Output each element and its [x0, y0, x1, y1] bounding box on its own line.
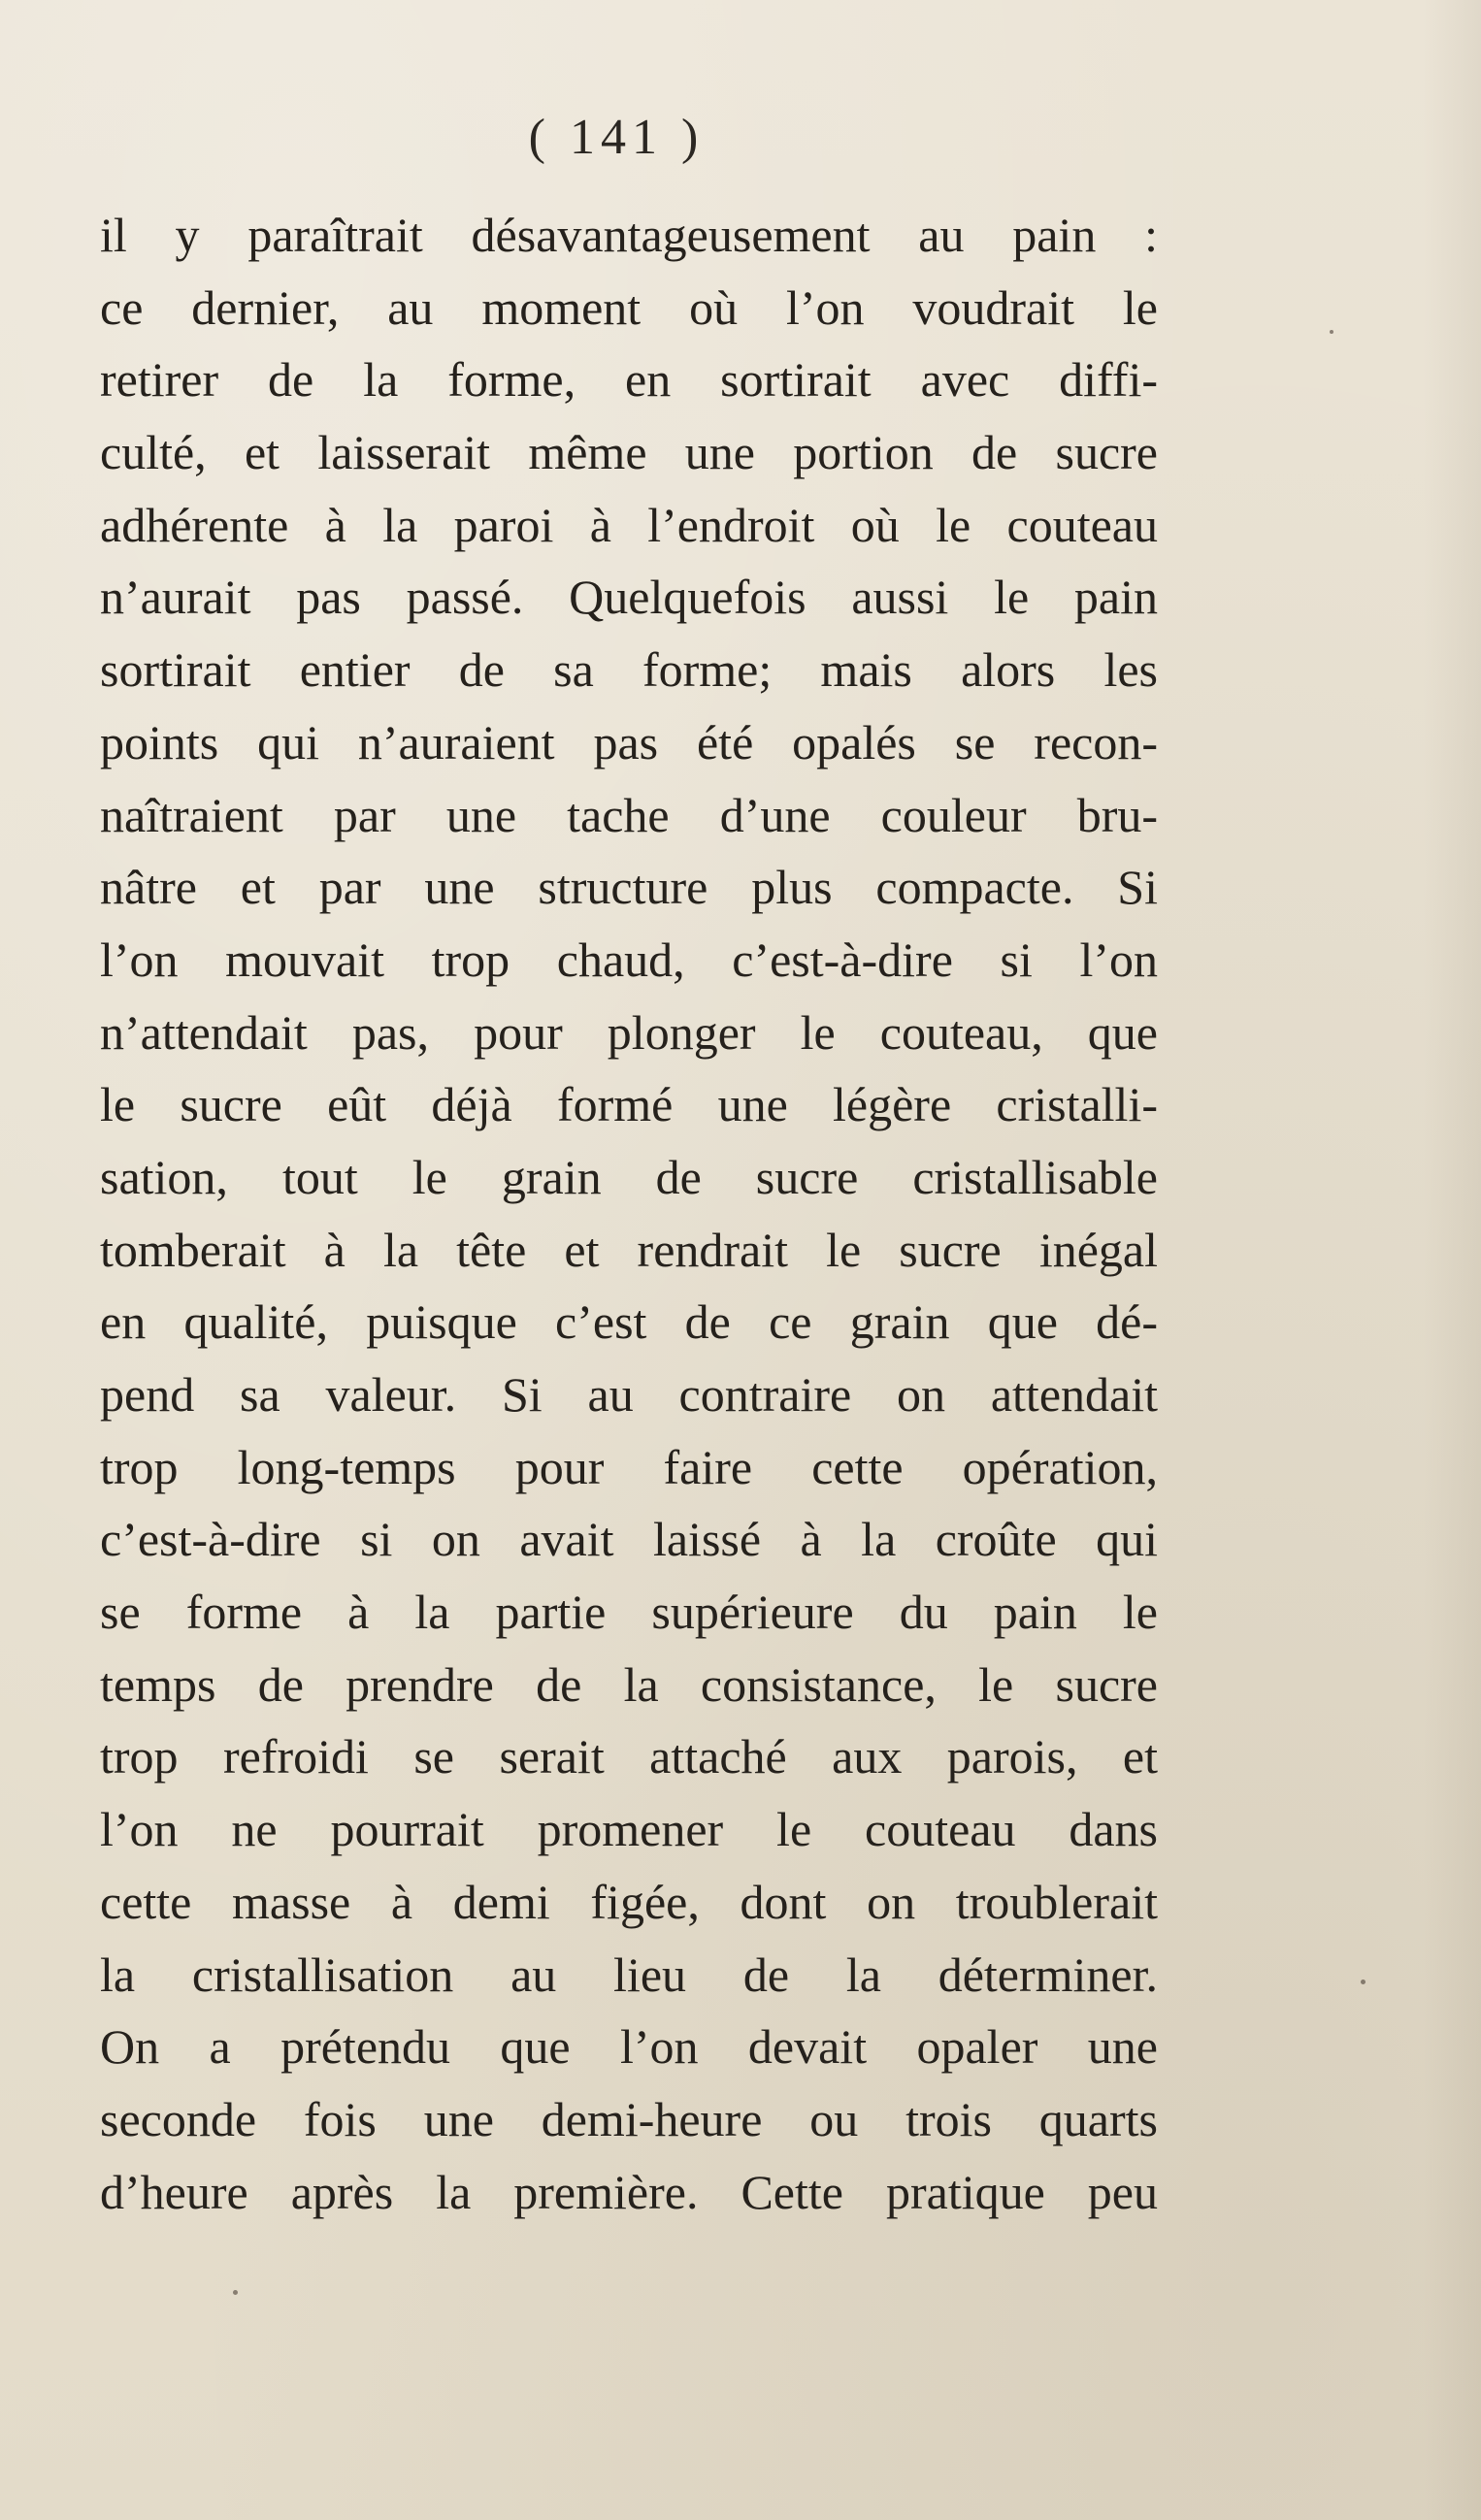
text-line: cette masse à demi figée, dont on troublerait — [100, 1874, 1158, 1929]
text-line: il y paraîtrait désavantageusement au pain : — [100, 208, 1158, 262]
text-line: sation, tout le grain de sucre cristallisable — [100, 1149, 1158, 1204]
ink-speck — [1330, 330, 1333, 334]
text-line: l’on ne pourrait promener le couteau dans — [100, 1802, 1158, 1857]
text-line: n’attendait pas, pour plonger le couteau, que — [100, 1004, 1158, 1060]
text-line: trop long-temps pour faire cette opération, — [100, 1439, 1158, 1494]
text-line: adhérente à la paroi à l’endroit où le couteau — [100, 497, 1158, 552]
text-line: pend sa valeur. Si au contraire on attendait — [100, 1367, 1158, 1422]
text-line: On a prétendu que l’on devait opaler une — [100, 2019, 1158, 2075]
text-line: l’on mouvait trop chaud, c’est-à-dire si l’on — [100, 932, 1158, 987]
text-line: seconde fois une demi-heure ou trois quarts — [100, 2091, 1158, 2146]
text-line: naîtraient par une tache d’une couleur bru- — [100, 787, 1158, 842]
text-line: d’heure après la première. Cette pratique peu — [100, 2164, 1158, 2219]
text-line: c’est-à-dire si on avait laissé à la croûte qui — [100, 1512, 1158, 1567]
text-line: en qualité, puisque c’est de ce grain que dé- — [100, 1294, 1158, 1350]
text-line: culté, et laisserait même une portion de sucre — [100, 425, 1158, 480]
text-line: le sucre eût déjà formé une légère cristalli- — [100, 1077, 1158, 1132]
text-line: retirer de la forme, en sortirait avec diffi- — [100, 352, 1158, 408]
text-line: la cristallisation au lieu de la déterminer. — [100, 1947, 1158, 2002]
ink-speck — [1361, 1980, 1366, 1984]
text-line: temps de prendre de la consistance, le sucre — [100, 1656, 1158, 1712]
page-edge-shadow — [1423, 0, 1481, 2520]
text-line: tomberait à la tête et rendrait le sucre inégal — [100, 1222, 1158, 1277]
page-number: ( 141 ) — [528, 110, 705, 165]
text-line: points qui n’auraient pas été opalés se recon- — [100, 714, 1158, 769]
text-line: nâtre et par une structure plus compacte. Si — [100, 860, 1158, 915]
text-line: ce dernier, au moment où l’on voudrait le — [100, 279, 1158, 335]
text-line: trop refroidi se serait attaché aux parois, et — [100, 1729, 1158, 1784]
text-line: sortirait entier de sa forme; mais alors les — [100, 642, 1158, 698]
text-line: n’aurait pas passé. Quelquefois aussi le pain — [100, 570, 1158, 625]
body-text — [100, 199, 1158, 2228]
text-line: se forme à la partie supérieure du pain le — [100, 1585, 1158, 1640]
ink-speck — [233, 2290, 238, 2295]
